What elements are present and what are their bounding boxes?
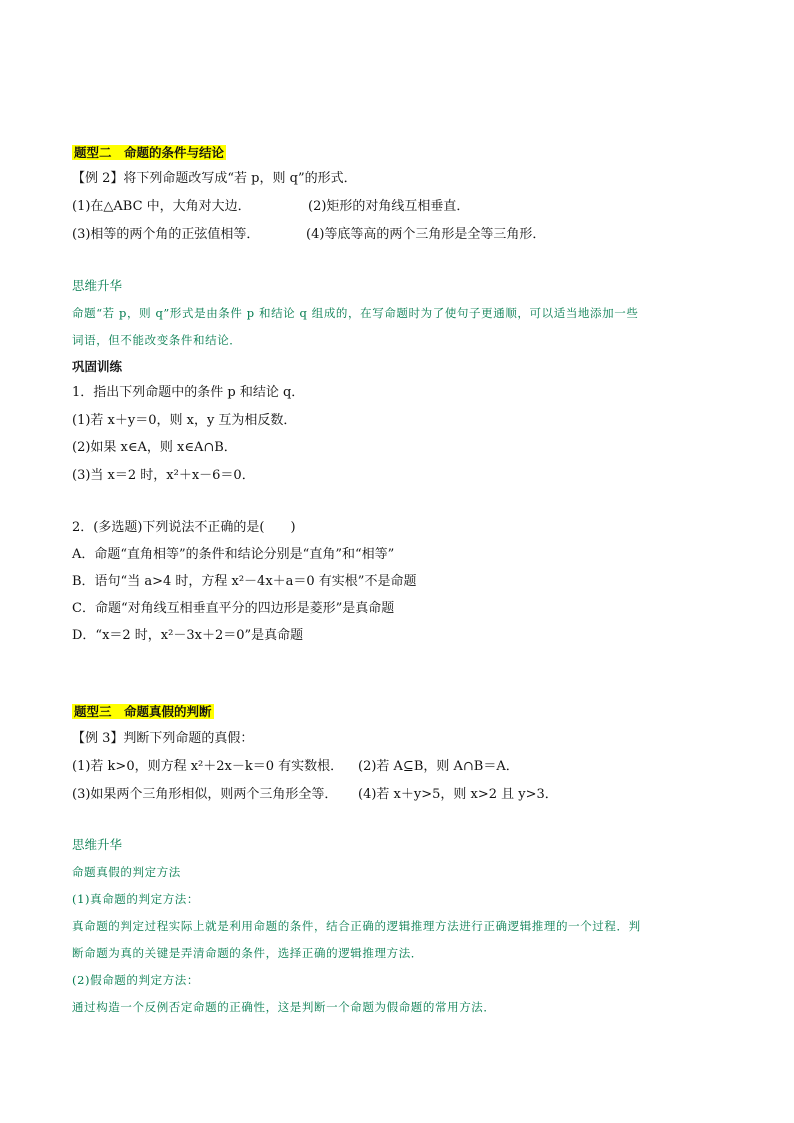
section3-heading: 题型三 命题真假的判断 bbox=[74, 704, 212, 719]
example3: 【例 3】判断下列命题的真假： bbox=[72, 731, 254, 746]
practice-q1-item-2: (2)如果 x∈A，则 x∈A∩B． bbox=[72, 440, 237, 455]
thinking-title-2: 思维升华 bbox=[72, 837, 123, 852]
practice-q2-option-a: A．命题“直角相等”的条件和结论分别是“直角”和“相等” bbox=[72, 547, 395, 562]
practice-q1: 1．指出下列命题中的条件 p 和结论 q． bbox=[72, 385, 305, 400]
example3-item-1: (1)若 k>0，则方程 x²＋2x－k＝0 有实数根． bbox=[72, 759, 344, 774]
example3-item-3: (3)如果两个三角形相似，则两个三角形全等． bbox=[72, 787, 338, 802]
thinking2-line-1: 命题真假的判定方法 bbox=[72, 865, 181, 879]
thinking2-line-5: (2)假命题的判定方法： bbox=[72, 973, 199, 987]
thinking2-line-4: 断命题为真的关键是弄清命题的条件，选择正确的逻辑推理方法． bbox=[72, 946, 423, 960]
section2-heading: 题型二 命题的条件与结论 bbox=[74, 145, 225, 160]
practice-q1-item-1: (1)若 x＋y＝0，则 x，y 互为相反数． bbox=[72, 413, 297, 428]
example2-item-1: (1)在△ABC 中，大角对大边． bbox=[72, 199, 251, 214]
example2-item-3: (3)相等的两个角的正弦值相等． bbox=[72, 227, 260, 242]
thinking-title-1: 思维升华 bbox=[72, 278, 123, 293]
practice-title: 巩固训练 bbox=[72, 359, 123, 374]
thinking2-line-2: (1)真命题的判定方法： bbox=[72, 892, 199, 906]
thinking-line-2: 词语，但不能改变条件和结论． bbox=[72, 333, 242, 347]
thinking2-line-3: 真命题的判定过程实际上就是利用命题的条件，结合正确的逻辑推理方法进行正确逻辑推理的一个过程．判 bbox=[72, 919, 641, 933]
section3-heading-line bbox=[72, 703, 214, 722]
practice-q2: 2．(多选题)下列说法不正确的是( ) bbox=[72, 520, 296, 535]
practice-q2-option-c: C．命题“对角线互相垂直平分的四边形是菱形”是真命题 bbox=[72, 601, 395, 616]
thinking-line-1: 命题“若 p，则 q”形式是由条件 p 和结论 q 组成的，在写命题时为了使句子更通顺，可以适当地添加一些 bbox=[72, 306, 639, 320]
example2: 【例 2】将下列命题改写成“若 p，则 q”的形式． bbox=[72, 171, 357, 186]
thinking2-line-6: 通过构造一个反例否定命题的正确性，这是判断一个命题为假命题的常用方法． bbox=[72, 1000, 496, 1014]
example2-item-4: (4)等底等高的两个三角形是全等三角形． bbox=[306, 227, 546, 242]
example3-item-2: (2)若 A⊆B，则 A∩B＝A． bbox=[358, 759, 519, 774]
example3-item-4: (4)若 x＋y>5，则 x>2 且 y>3． bbox=[358, 787, 558, 802]
example2-item-2: (2)矩形的对角线互相垂直． bbox=[308, 199, 470, 214]
practice-q2-option-b: B．语句“当 a>4 时，方程 x²－4x＋a＝0 有实根”不是命题 bbox=[72, 574, 417, 589]
section2-heading-line bbox=[72, 144, 226, 163]
practice-q2-option-d: D．“x＝2 时，x²－3x＋2＝0”是真命题 bbox=[72, 628, 304, 643]
practice-q1-item-3: (3)当 x＝2 时，x²＋x－6＝0． bbox=[72, 468, 255, 483]
